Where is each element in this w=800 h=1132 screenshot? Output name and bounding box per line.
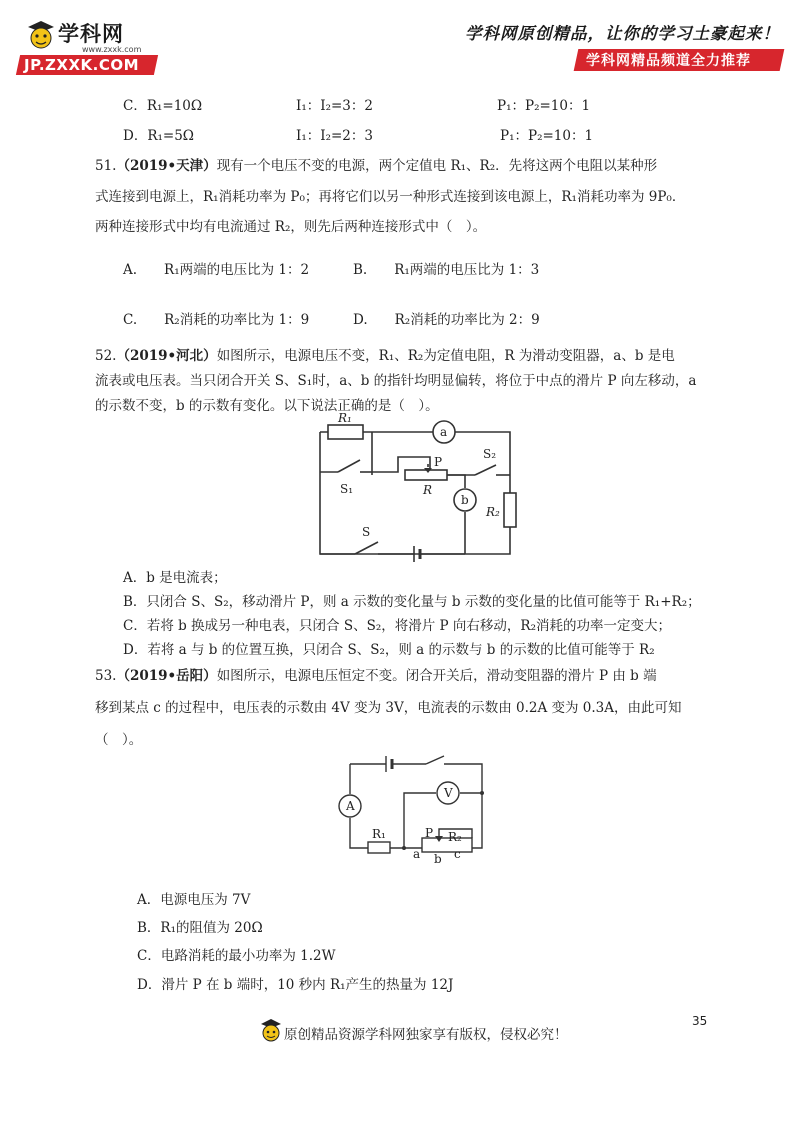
q53-number: 53. <box>95 668 117 684</box>
resistor-r1 <box>328 425 363 439</box>
label-s: S <box>362 525 371 539</box>
q52-option-c: C．若将 b 换成另一种电表，只闭合 S、S₂，将滑片 P 向右移动，R₂消耗的功率一定变大； <box>123 618 671 634</box>
rheostat-r <box>405 470 447 480</box>
header-slogan: 学科网原创精品，让你的学习土豪起来！ <box>465 24 780 43</box>
label-r1: R₁ <box>372 827 386 841</box>
q51-option-a: A. R₁两端的电压比为 1：2 <box>123 262 310 278</box>
q53-source: （2019•岳阳） <box>116 668 217 684</box>
label-s2: S₂ <box>483 447 497 461</box>
q51-option-d: D. R₂消耗的功率比为 2：9 <box>353 312 540 328</box>
label-c: c <box>454 847 461 861</box>
label-a: a <box>440 425 448 439</box>
label-r2: R₂ <box>486 505 500 519</box>
q52-first-line <box>95 347 675 365</box>
q52-source: （2019•河北） <box>116 348 217 364</box>
q51-option-c: C. R₂消耗的功率比为 1：9 <box>123 312 310 328</box>
q52-option-a: A．b 是电流表； <box>123 570 227 586</box>
logo-url: JP.ZXXK.COM <box>24 56 140 74</box>
prev-option-c-power: P₁：P₂=10：1 <box>497 98 591 114</box>
header-tag: 学科网精品频道全力推荐 <box>586 53 751 69</box>
q53-option-c: C．电路消耗的最小功率为 1.2W <box>137 948 336 964</box>
q53-option-d: D．滑片 P 在 b 端时，10 秒内 R₁产生的热量为 12J <box>137 977 454 993</box>
switch-s <box>355 542 378 554</box>
circuit-figure-52 <box>310 411 520 555</box>
switch-icon <box>426 756 444 764</box>
q52-stem-2: 流表或电压表。当只闭合开关 S、S₁时，a、b 的指针均明显偏转，将位于中点的滑片 P 向左移动，a <box>95 373 697 389</box>
footer-mascot-icon <box>258 1016 284 1046</box>
resistor-r2 <box>504 493 516 527</box>
switch-s1 <box>338 460 360 472</box>
label-a: a <box>413 847 421 861</box>
label-b: b <box>434 852 442 866</box>
q52-option-d: D．若将 a 与 b 的位置互换，只闭合 S、S₂，则 a 的示数与 b 的示数的比值可能等于 R₂ <box>123 642 655 658</box>
q52-stem-1: 如图所示，电源电压不变，R₁、R₂为定值电阻，R 为滑动变阻器，a、b 是电 <box>216 348 675 364</box>
label-r: R <box>423 483 433 497</box>
q52-number: 52. <box>95 348 117 364</box>
q51-stem-2: 式连接到电源上，R₁消耗功率为 P₀；再将它们以另一种形式连接到该电源上，R₁消耗功率为 9P₀． <box>95 189 686 205</box>
q52-stem-3: 的示数不变，b 的示数有变化。以下说法正确的是（ ）。 <box>95 398 439 414</box>
label-voltmeter: V <box>444 786 453 800</box>
prev-option-d-power: P₁：P₂=10：1 <box>500 128 594 144</box>
q53-stem-3: （ ）。 <box>95 732 143 748</box>
logo-text: 学科网 <box>58 22 124 46</box>
label-r2: R₂ <box>448 830 462 844</box>
q52-option-b: B．只闭合 S、S₂，移动滑片 P，则 a 示数的变化量与 b 示数的变化量的比值可能等于 R₁+R₂； <box>123 594 701 610</box>
rheostat-r2 <box>422 838 472 852</box>
q51-stem-3: 两种连接形式中均有电流通过 R₂，则先后两种连接形式中（ ）。 <box>95 219 487 235</box>
q51-option-b: B. R₁两端的电压比为 1：3 <box>353 262 540 278</box>
circuit-figure-53 <box>330 750 500 865</box>
prev-option-c-label: C．R₁=10Ω <box>123 98 203 114</box>
copyright-notice: 原创精品资源学科网独家享有版权，侵权必究！ <box>284 1027 568 1043</box>
q53-stem-2: 移到某点 c 的过程中，电压表的示数由 4V 变为 3V，电流表的示数由 0.2A 变为 0.3A，由此可知 <box>95 700 682 716</box>
prev-option-c-current: I₁：I₂=3：2 <box>296 98 373 114</box>
q53-option-a: A．电源电压为 7V <box>137 892 251 908</box>
q51-number: 51. <box>95 158 117 174</box>
prev-option-d-label: D．R₁=5Ω <box>123 128 194 144</box>
label-s1: S₁ <box>340 482 354 496</box>
q51-first-line <box>95 157 657 175</box>
label-r1: R₁ <box>338 411 352 425</box>
q51-stem-1: 现有一个电压不变的电源，两个定值电 R₁、R₂．先将这两个电阻以某种形 <box>216 158 658 174</box>
label-b: b <box>461 493 469 507</box>
switch-s2 <box>475 465 496 475</box>
resistor-r1 <box>368 842 390 853</box>
label-p: P <box>434 455 443 469</box>
q51-source: （2019•天津） <box>116 158 217 174</box>
label-p: P <box>425 826 434 840</box>
q53-option-b: B．R₁的阻值为 20Ω <box>137 920 263 936</box>
q53-stem-1: 如图所示，电源电压恒定不变。闭合开关后，滑动变阻器的滑片 P 由 b 端 <box>216 668 657 684</box>
page-number: 35 <box>692 1014 708 1028</box>
logo-small-url: www.zxxk.com <box>82 45 142 54</box>
prev-option-d-current: I₁：I₂=2：3 <box>296 128 373 144</box>
label-ammeter: A <box>346 799 355 813</box>
site-logo[interactable] <box>18 18 168 78</box>
q53-first-line <box>95 667 657 685</box>
mascot-icon <box>24 18 58 54</box>
